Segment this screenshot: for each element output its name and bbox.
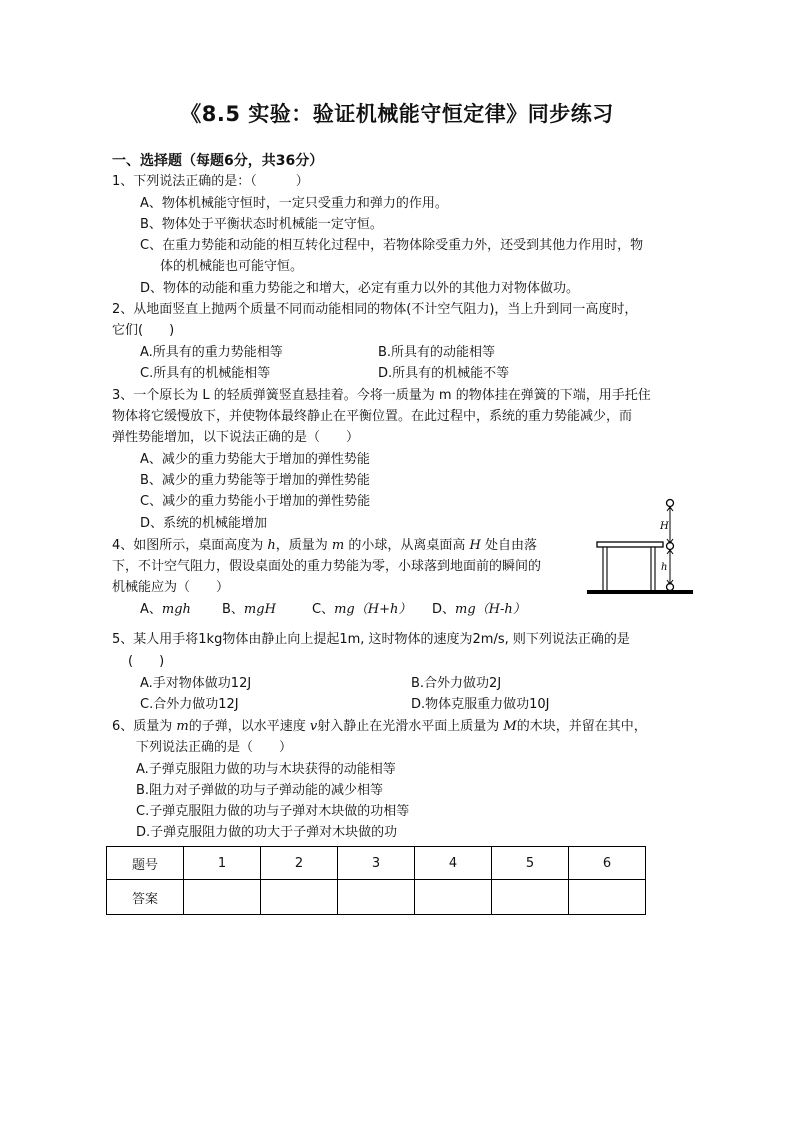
- question-2-option-b: B.所具有的动能相等: [378, 345, 496, 360]
- question-5-option-a: A.手对物体做功12J: [140, 676, 252, 691]
- table-top: [597, 542, 663, 547]
- question-6-option-d: D.子弹克服阻力做的功大于子弹对木块做的功: [136, 825, 398, 840]
- header-cell-3: 3: [338, 847, 415, 880]
- question-1-option-a: A、物体机械能守恒时，一定只受重力和弹力的作用。: [140, 196, 448, 211]
- question-4-option-d: D、mg（H-h）: [432, 602, 526, 617]
- label-H: H: [660, 521, 669, 532]
- header-cell-5: 5: [492, 847, 569, 880]
- question-5-option-c: C.合外力做功12J: [140, 697, 239, 712]
- question-2-option-d: D.所具有的机械能不等: [378, 366, 510, 381]
- ball-start-icon: [667, 500, 674, 507]
- header-cell-label: 题号: [107, 847, 184, 880]
- question-6-option-c: C.子弹克服阻力做的功与子弹对木块做的功相等: [136, 804, 410, 819]
- question-3-option-d: D、系统的机械能增加: [140, 516, 268, 531]
- answer-row-label: 答案: [107, 880, 184, 915]
- header-cell-4: 4: [415, 847, 492, 880]
- question-6-stem: 6、质量为 m的子弹，以水平速度 v射入静止在光滑水平面上质量为 M的木块，并留在其中，: [112, 719, 647, 734]
- question-2-stem-cont: 它们( ): [112, 323, 175, 338]
- question-1-option-d: D、物体的动能和重力势能之和增大，必定有重力以外的其他力对物体做功。: [140, 281, 580, 296]
- question-6-stem-cont: 下列说法正确的是（ ）: [136, 740, 293, 755]
- ground: [587, 590, 693, 594]
- question-6-option-a: A.子弹克服阻力做的功与木块获得的动能相等: [136, 762, 396, 777]
- table-leg-left: [603, 547, 607, 591]
- answer-cell-1[interactable]: [184, 880, 261, 915]
- header-cell-1: 1: [184, 847, 261, 880]
- question-5-option-d: D.物体克服重力做功10J: [411, 697, 550, 712]
- question-4-option-b: B、mgH: [222, 602, 276, 617]
- question-2-option-a: A.所具有的重力势能相等: [140, 345, 283, 360]
- question-4-option-c: C、mg（H+h）: [312, 602, 412, 617]
- answer-cell-5[interactable]: [492, 880, 569, 915]
- answer-cell-6[interactable]: [569, 880, 646, 915]
- question-3-option-c: C、减少的重力势能小于增加的弹性势能: [140, 494, 371, 509]
- question-5-option-b: B.合外力做功2J: [411, 676, 502, 691]
- question-6-option-b: B.阻力对子弹做的功与子弹动能的减少相等: [136, 783, 384, 798]
- label-h: h: [661, 562, 668, 573]
- question-3-option-b: B、减少的重力势能等于增加的弹性势能: [140, 473, 370, 488]
- question-1-stem: 1、下列说法正确的是：（ ）: [112, 174, 309, 189]
- header-cell-2: 2: [261, 847, 338, 880]
- question-5-stem: 5、某人用手将1kg物体由静止向上提起1m, 这时物体的速度为2m/s, 则下列说法正确的是: [112, 632, 630, 647]
- question-4-stem-cont2: 机械能应为（ ）: [112, 580, 230, 595]
- question-1-option-b: B、物体处于平衡状态时机械能一定守恒。: [140, 217, 383, 232]
- answer-cell-3[interactable]: [338, 880, 415, 915]
- table-leg-right: [651, 547, 655, 591]
- answer-table-header-row: [107, 847, 646, 880]
- question-1-option-c: C、在重力势能和动能的相互转化过程中，若物体除受重力外，还受到其他力作用时，物: [140, 238, 644, 253]
- answer-table-answer-row: [107, 880, 646, 915]
- question-2-stem: 2、从地面竖直上抛两个质量不同而动能相同的物体(不计空气阻力)，当上升到同一高度时，: [112, 302, 638, 317]
- question-4-stem-cont: 下，不计空气阻力，假设桌面处的重力势能为零，小球落到地面前的瞬间的: [112, 559, 542, 574]
- question-3-option-a: A、减少的重力势能大于增加的弹性势能: [140, 452, 370, 467]
- answer-cell-2[interactable]: [261, 880, 338, 915]
- question-3-stem: 3、一个原长为 L 的轻质弹簧竖直悬挂着。今将一质量为 m 的物体挂在弹簧的下端，用手托住: [112, 388, 651, 403]
- question-2-option-c: C.所具有的机械能相等: [140, 366, 271, 381]
- question-4-stem: 4、如图所示，桌面高度为 h，质量为 m 的小球，从离桌面高 H 处自由落: [112, 538, 537, 553]
- question-1-option-c-cont: 体的机械能也可能守恒。: [160, 259, 304, 274]
- section-heading: 一、选择题（每题6分，共36分）: [112, 153, 324, 169]
- question-5-stem-cont: ( ): [128, 654, 165, 669]
- question-3-stem-cont: 物体将它缓慢放下，并使物体最终静止在平衡位置。在此过程中，系统的重力势能减少，而: [112, 409, 633, 424]
- question-4-option-a: A、mgh: [140, 602, 191, 617]
- page-title: 《8.5 实验：验证机械能守恒定律》同步练习: [180, 102, 614, 126]
- header-cell-6: 6: [569, 847, 646, 880]
- answer-cell-4[interactable]: [415, 880, 492, 915]
- answer-table: [106, 846, 646, 915]
- question-3-stem-cont2: 弹性势能增加，以下说法正确的是（ ）: [112, 430, 360, 445]
- table-ball-figure: [585, 494, 695, 596]
